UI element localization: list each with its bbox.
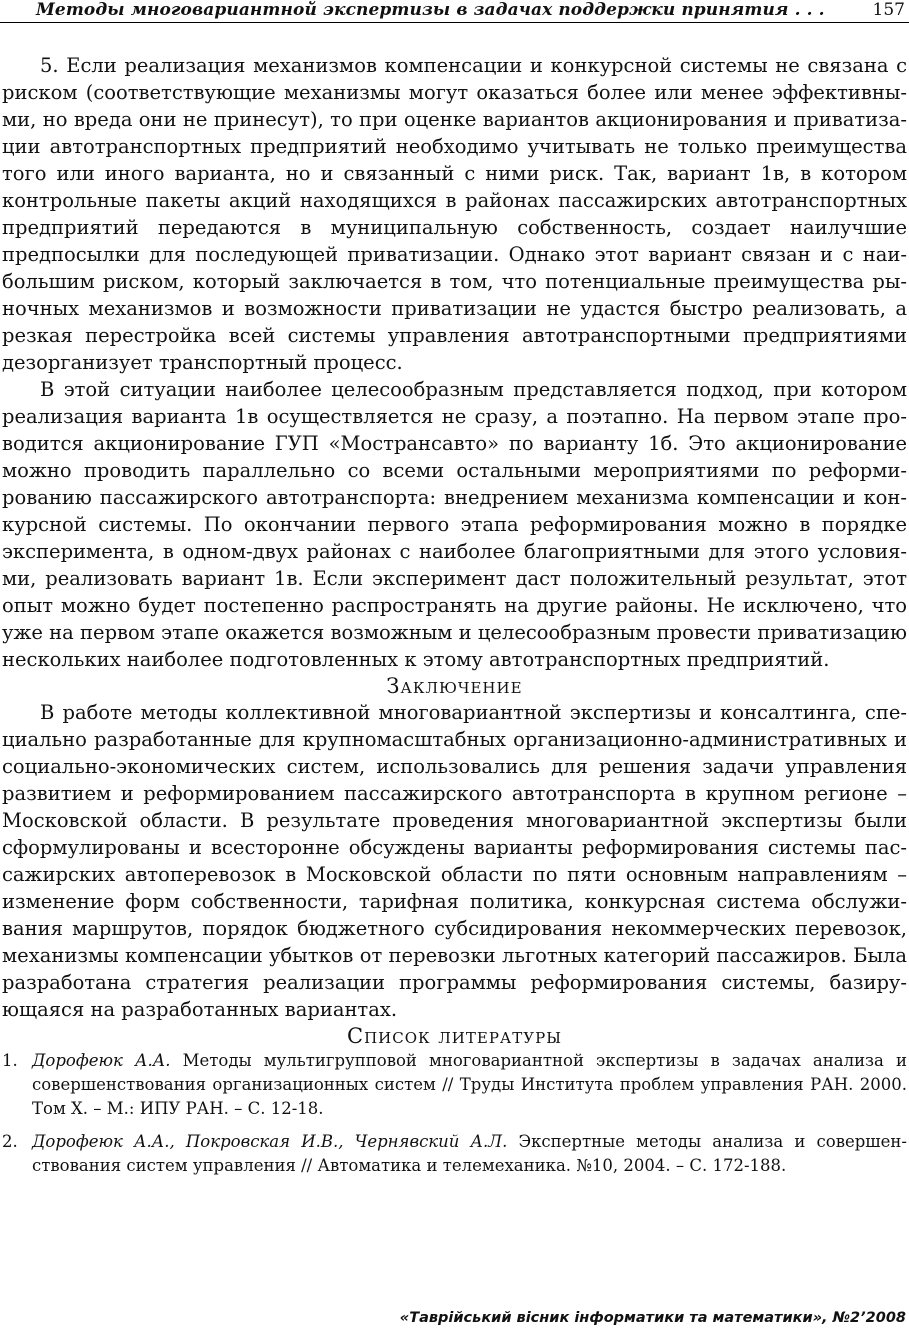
body-paragraph: В этой ситуации наиболее целесообразным представляется подход, при котором реализация варианта 1в осуществляется не сразу, а поэтапно. На первом этапе проводится акционирование ГУП «Мострансавто» по варианту 1б. Это акционирование можно проводить параллельно со всеми остальными мероприятиями по реформированию пассажирского автотранспорта: внедрением механизма компенсации и конкурсной системы. По окончании первого этапа реформирования можно в порядке эксперимента, в одном-двух районах с наиболее благоприятными для этого условиями, реализовать вариант 1в. Если эксперимент даст положительный результат, этот опыт можно будет постепенно распространять на другие районы. Не исключено, что уже на первом этапе окажется возможным и целесообразным провести приватизацию нескольких наиболее подготовленных к этому автотранспортных предприятий. [2, 378, 907, 671]
page-header [0, 0, 909, 23]
section-heading-references: Список литературы [347, 1024, 562, 1048]
reference-number: 2. [2, 1132, 18, 1151]
reference-list [2, 1049, 907, 1178]
page-number: 157 [872, 0, 905, 20]
reference-number: 1. [2, 1051, 18, 1070]
running-title: Методы многовариантной экспертизы в задачах поддержки принятия . . . [36, 0, 825, 20]
page-body [2, 52, 907, 1187]
reference-text: Экспертные методы анализа и совершенствования систем управления // Автоматика и телемеханика. №10, 2004. – С. 172-188. [32, 1132, 907, 1175]
reference-text: Методы мультигрупповой многовариантной экспертизы в задачах анализа и совершенствования организационных систем // Труды Института проблем управления РАН. 2000. Том X. – М.: ИПУ РАН. – С. 12-18. [32, 1051, 907, 1118]
journal-footer: «Таврійський вісник інформатики та математики», №2’2008 [399, 1310, 906, 1326]
reference-item [2, 1130, 907, 1178]
reference-authors: Дорофеюк А.А., Покровская И.В., Чернявский А.Л. [32, 1132, 508, 1151]
reference-authors: Дорофеюк А.А. [32, 1051, 171, 1070]
body-paragraph: 5. Если реализация механизмов компенсации и конкурсной системы не связана с риском (соответствующие механизмы могут оказаться более или менее эффективными, но вреда они не принесут), то при оценке вариантов акционирования и приватизации автотранспортных предприятий необходимо учитывать не только преимущества того или иного варианта, но и связанный с ними риск. Так, вариант 1в, в котором контрольные пакеты акций находящихся в районах пассажирских автотранспортных предприятий передаются в муниципальную собственность, создает наилучшие предпосылки для последующей приватизации. Однако этот вариант связан и с наибольшим риском, который заключается в том, что потенциальные преимущества рыночных механизмов и возможности приватизации не удастся быстро реализовать, а резкая перестройка всей системы управления автотранспортными предприятиями дезорганизует транспортный процесс. [2, 54, 907, 374]
reference-item [2, 1049, 907, 1121]
section-heading-conclusion: Заключение [386, 674, 523, 698]
conclusion-paragraph: В работе методы коллективной многовариантной экспертизы и консалтинга, специально разработанные для крупномасштабных организационно-административных и социально-экономических систем, использовались для решения задачи управления развитием и реформированием пассажирского автотранспорта в крупном регионе – Московской области. В результате проведения многовариантной экспертизы были сформулированы и всесторонне обсуждены варианты реформирования системы пассажирских автоперевозок в Московской области по пяти основным направлениям – изменение форм собственности, тарифная политика, конкурсная система обслуживания маршрутов, порядок бюджетного субсидирования некоммерческих перевозок, механизмы компенсации убытков от перевозки льготных категорий пассажиров. Была разработана стратегия реализации программы реформирования системы, базирующаяся на разработанных вариантах. [2, 701, 907, 1021]
